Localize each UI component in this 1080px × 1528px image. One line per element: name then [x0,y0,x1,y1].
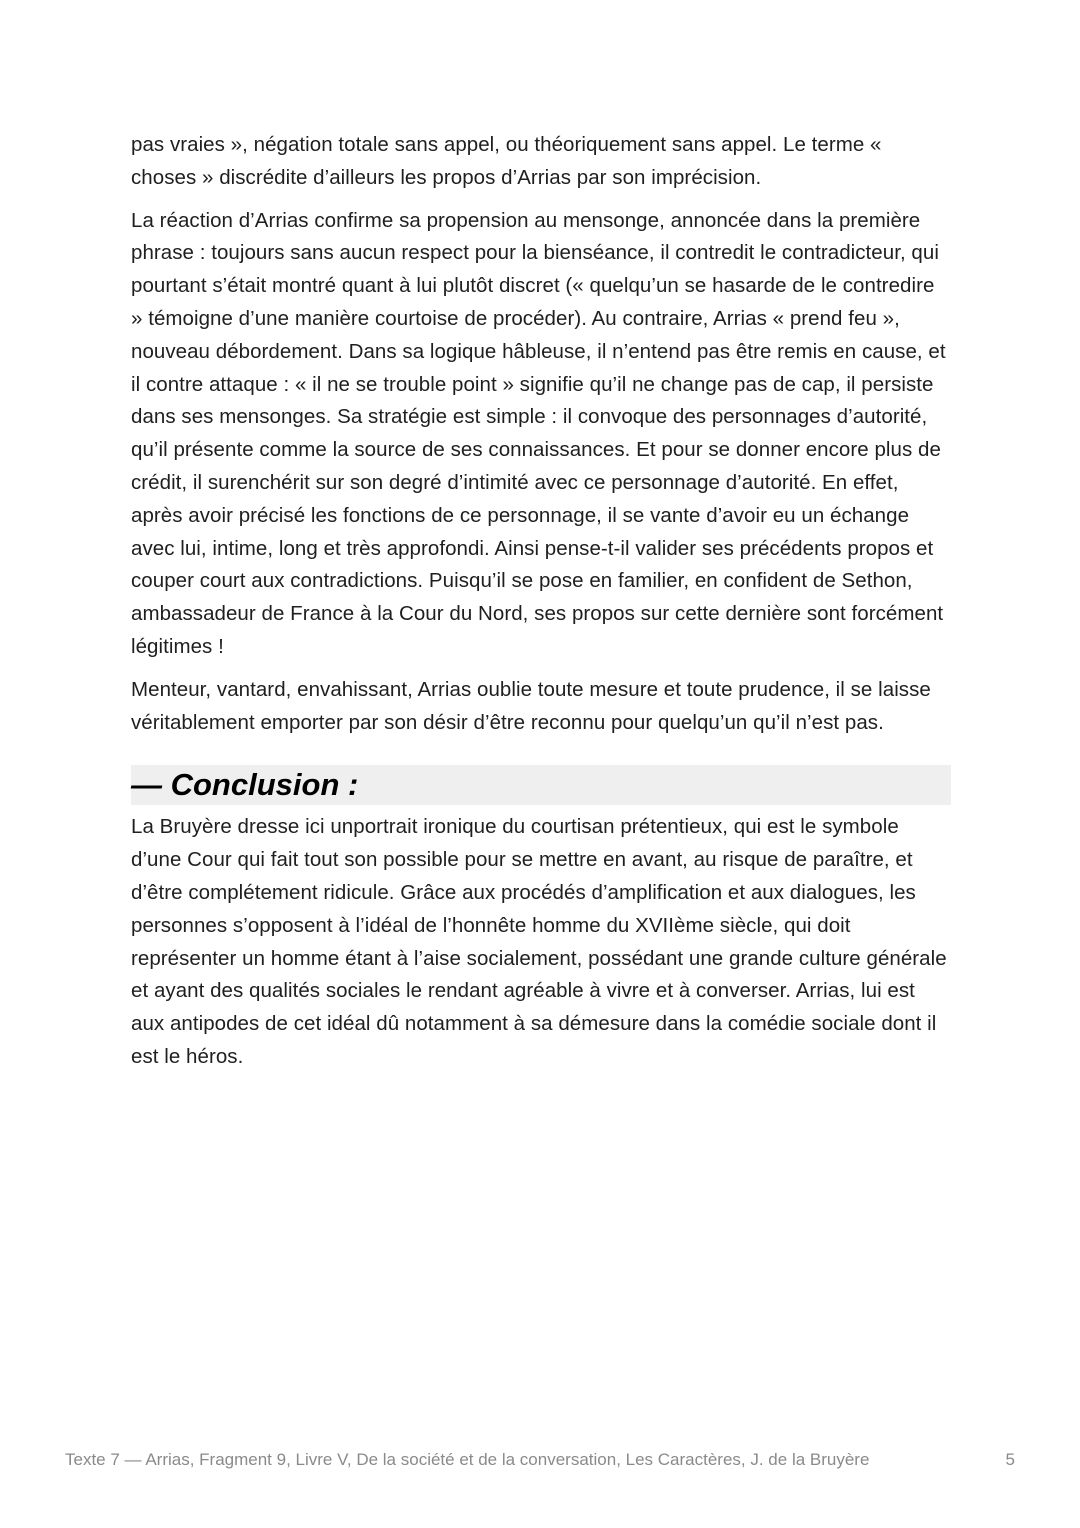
page-footer [65,1450,1015,1470]
body-paragraph-2: La réaction d’Arrias confirme sa propension au mensonge, annoncée dans la première phrase : toujours sans aucun respect pour la bienséance, il contredit le contradicteur, qui pourtant s’était montré quant à lui plutôt discret (« quelqu’un se hasarde de le contredire » témoigne d’une manière courtoise de procéder). Au contraire, Arrias « prend feu », nouveau débordement. Dans sa logique hâbleuse, il n’entend pas être remis en cause, et il contre attaque : « il ne se trouble point » signifie qu’il ne change pas de cap, il persiste dans ses mensonges. Sa stratégie est simple : il convoque des personnages d’autorité, qu’il présente comme la source de ses connaissances. Et pour se donner encore plus de crédit, il surenchérit sur son degré d’intimité avec ce personnage d’autorité. En effet, après avoir précisé les fonctions de ce personnage, il se vante d’avoir eu un échange avec lui, intime, long et très approfondi. Ainsi pense-t-il valider ses précédents propos et couper court aux contradictions. Puisqu’il se pose en familier, en confident de Sethon, ambassadeur de France à la Cour du Nord, ses propos sur cette dernière sont forcément légitimes ! [131,208,946,658]
body-paragraph-3: Menteur, vantard, envahissant, Arrias oublie toute mesure et toute prudence, il se laisse véritablement emporter par son désir d’être reconnu pour quelqu’un qu’il n’est pas. [131,677,931,734]
page-number: 5 [1005,1450,1015,1469]
document-body [131,129,951,1084]
footer-text: Texte 7 — Arrias, Fragment 9, Livre V, De la société et de la conversation, Les Caractères, J. de la Bruyère [65,1450,870,1469]
conclusion-paragraph: La Bruyère dresse ici unportrait ironique du courtisan prétentieux, qui est le symbole d’une Cour qui fait tout son possible pour se mettre en avant, au risque de paraître, et d’être complétement ridicule. Grâce aux procédés d’amplification et aux dialogues, les personnes s’opposent à l’idéal de l’honnête homme du XVIIème siècle, qui doit représenter un homme étant à l’aise socialement, possédant une grande culture générale et ayant des qualités sociales le rendant agréable à vivre et à converser. Arrias, lui est aux antipodes de cet idéal dû notamment à sa démesure dans la comédie sociale dont il est le héros. [131,815,947,1068]
conclusion-heading: — Conclusion : [131,767,359,803]
conclusion-heading-bar [131,765,951,805]
body-paragraph-1: pas vraies », négation totale sans appel, ou théoriquement sans appel. Le terme « choses » discrédite d’ailleurs les propos d’Arrias par son imprécision. [131,133,882,189]
